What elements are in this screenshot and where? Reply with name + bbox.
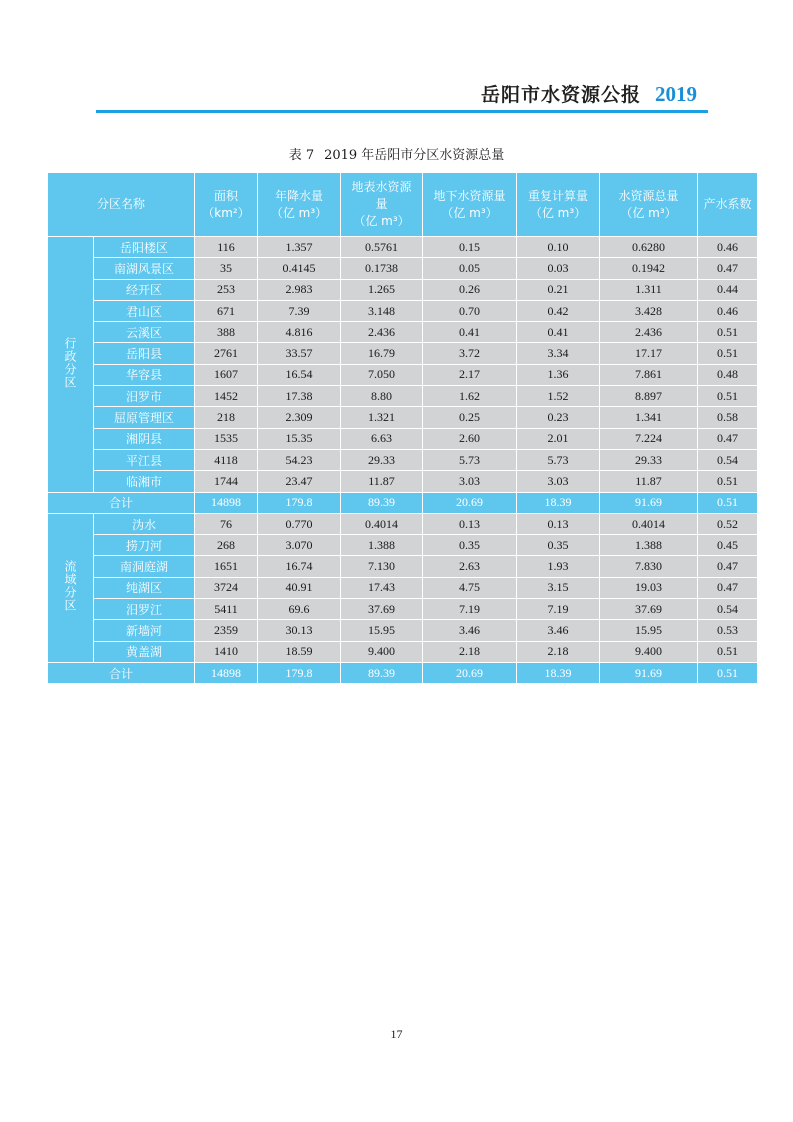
value-cell: 6.63 — [341, 428, 423, 449]
zone-name-cell: 平江县 — [94, 449, 195, 470]
value-cell: 0.58 — [698, 407, 758, 428]
zone-name-cell: 屈原管理区 — [94, 407, 195, 428]
value-cell: 1.265 — [341, 279, 423, 300]
value-cell: 37.69 — [341, 599, 423, 620]
value-cell: 0.54 — [698, 599, 758, 620]
value-cell: 116 — [195, 237, 258, 258]
value-cell: 218 — [195, 407, 258, 428]
admin-total-row — [48, 492, 758, 513]
header-year: 2019 — [655, 82, 697, 106]
value-cell: 2.18 — [517, 641, 600, 662]
value-cell: 7.39 — [258, 300, 341, 321]
value-cell: 0.4014 — [341, 513, 423, 534]
table-row — [48, 535, 758, 556]
value-cell: 0.48 — [698, 364, 758, 385]
value-cell: 7.050 — [341, 364, 423, 385]
value-cell: 0.25 — [423, 407, 517, 428]
total-label: 合计 — [48, 492, 195, 513]
value-cell: 23.47 — [258, 471, 341, 492]
value-cell: 11.87 — [600, 471, 698, 492]
value-cell: 0.51 — [698, 386, 758, 407]
col-header-coefficient: 产水系数 — [698, 173, 758, 237]
col-header-total: 水资源总量 （亿 m³） — [600, 173, 698, 237]
value-cell: 8.897 — [600, 386, 698, 407]
table-row — [48, 471, 758, 492]
value-cell: 0.26 — [423, 279, 517, 300]
value-cell: 2.436 — [600, 322, 698, 343]
total-value-cell: 14898 — [195, 662, 258, 683]
value-cell: 30.13 — [258, 620, 341, 641]
zone-name-cell: 华容县 — [94, 364, 195, 385]
value-cell: 0.46 — [698, 300, 758, 321]
total-value-cell: 18.39 — [517, 492, 600, 513]
value-cell: 1.52 — [517, 386, 600, 407]
value-cell: 2.17 — [423, 364, 517, 385]
value-cell: 1.388 — [341, 535, 423, 556]
value-cell: 1.36 — [517, 364, 600, 385]
col-header-precipitation: 年降水量 （亿 m³） — [258, 173, 341, 237]
col-header-area: 面积 （km²） — [195, 173, 258, 237]
table-row — [48, 300, 758, 321]
value-cell: 0.53 — [698, 620, 758, 641]
value-cell: 0.21 — [517, 279, 600, 300]
page-number: 17 — [390, 1027, 403, 1041]
running-header — [96, 80, 697, 110]
value-cell: 671 — [195, 300, 258, 321]
zone-name-cell: 岳阳楼区 — [94, 237, 195, 258]
value-cell: 3.46 — [423, 620, 517, 641]
zone-name-cell: 汨罗江 — [94, 599, 195, 620]
value-cell: 1.341 — [600, 407, 698, 428]
value-cell: 0.42 — [517, 300, 600, 321]
total-value-cell: 89.39 — [341, 662, 423, 683]
value-cell: 1410 — [195, 641, 258, 662]
value-cell: 29.33 — [600, 449, 698, 470]
value-cell: 0.41 — [423, 322, 517, 343]
value-cell: 2359 — [195, 620, 258, 641]
value-cell: 0.13 — [517, 513, 600, 534]
table-row — [48, 407, 758, 428]
value-cell: 0.46 — [698, 237, 758, 258]
col-header-surface-water: 地表水资源 量 （亿 m³） — [341, 173, 423, 237]
value-cell: 3724 — [195, 577, 258, 598]
value-cell: 1651 — [195, 556, 258, 577]
value-cell: 1607 — [195, 364, 258, 385]
value-cell: 35 — [195, 258, 258, 279]
value-cell: 17.43 — [341, 577, 423, 598]
value-cell: 16.54 — [258, 364, 341, 385]
value-cell: 3.148 — [341, 300, 423, 321]
value-cell: 0.1738 — [341, 258, 423, 279]
zone-name-cell: 沩水 — [94, 513, 195, 534]
header-title-block — [481, 80, 697, 107]
basin-total-row — [48, 662, 758, 683]
value-cell: 8.80 — [341, 386, 423, 407]
zone-name-cell: 汨罗市 — [94, 386, 195, 407]
value-cell: 7.830 — [600, 556, 698, 577]
total-value-cell: 18.39 — [517, 662, 600, 683]
value-cell: 0.44 — [698, 279, 758, 300]
zone-name-cell: 纯湖区 — [94, 577, 195, 598]
total-value-cell: 14898 — [195, 492, 258, 513]
value-cell: 1.388 — [600, 535, 698, 556]
value-cell: 0.52 — [698, 513, 758, 534]
value-cell: 0.45 — [698, 535, 758, 556]
zone-name-cell: 南洞庭湖 — [94, 556, 195, 577]
zone-name-cell: 岳阳县 — [94, 343, 195, 364]
value-cell: 3.428 — [600, 300, 698, 321]
value-cell: 4.75 — [423, 577, 517, 598]
value-cell: 1535 — [195, 428, 258, 449]
value-cell: 253 — [195, 279, 258, 300]
value-cell: 0.770 — [258, 513, 341, 534]
basin-group-label: 流域分区 — [48, 513, 94, 662]
value-cell: 5.73 — [423, 449, 517, 470]
table-row — [48, 620, 758, 641]
value-cell: 33.57 — [258, 343, 341, 364]
value-cell: 54.23 — [258, 449, 341, 470]
value-cell: 1.93 — [517, 556, 600, 577]
value-cell: 2761 — [195, 343, 258, 364]
value-cell: 2.60 — [423, 428, 517, 449]
value-cell: 7.19 — [517, 599, 600, 620]
value-cell: 0.70 — [423, 300, 517, 321]
total-value-cell: 91.69 — [600, 492, 698, 513]
value-cell: 3.72 — [423, 343, 517, 364]
value-cell: 15.95 — [600, 620, 698, 641]
total-value-cell: 0.51 — [698, 662, 758, 683]
value-cell: 7.130 — [341, 556, 423, 577]
value-cell: 268 — [195, 535, 258, 556]
value-cell: 0.03 — [517, 258, 600, 279]
value-cell: 0.13 — [423, 513, 517, 534]
header-rule — [96, 110, 708, 113]
value-cell: 1744 — [195, 471, 258, 492]
value-cell: 0.23 — [517, 407, 600, 428]
zone-name-cell: 临湘市 — [94, 471, 195, 492]
value-cell: 0.05 — [423, 258, 517, 279]
value-cell: 0.15 — [423, 237, 517, 258]
total-value-cell: 179.8 — [258, 492, 341, 513]
value-cell: 0.41 — [517, 322, 600, 343]
zone-name-cell: 南湖风景区 — [94, 258, 195, 279]
table-row — [48, 237, 758, 258]
table-caption — [0, 144, 793, 163]
total-label: 合计 — [48, 662, 195, 683]
value-cell: 4.816 — [258, 322, 341, 343]
header-row — [48, 173, 758, 237]
table-number: 表 7 — [288, 148, 315, 163]
value-cell: 0.54 — [698, 449, 758, 470]
value-cell: 76 — [195, 513, 258, 534]
water-resources-table — [47, 172, 758, 684]
value-cell: 1452 — [195, 386, 258, 407]
total-value-cell: 20.69 — [423, 492, 517, 513]
value-cell: 9.400 — [341, 641, 423, 662]
zone-name-cell: 新墙河 — [94, 620, 195, 641]
value-cell: 1.311 — [600, 279, 698, 300]
value-cell: 11.87 — [341, 471, 423, 492]
value-cell: 388 — [195, 322, 258, 343]
value-cell: 17.17 — [600, 343, 698, 364]
value-cell: 0.5761 — [341, 237, 423, 258]
value-cell: 69.6 — [258, 599, 341, 620]
table-row — [48, 322, 758, 343]
table-row — [48, 428, 758, 449]
value-cell: 4118 — [195, 449, 258, 470]
col-header-groundwater: 地下水资源量 （亿 m³） — [423, 173, 517, 237]
table-title: 2019 年岳阳市分区水资源总量 — [324, 148, 505, 163]
value-cell: 2.18 — [423, 641, 517, 662]
value-cell: 7.19 — [423, 599, 517, 620]
value-cell: 0.47 — [698, 428, 758, 449]
total-value-cell: 91.69 — [600, 662, 698, 683]
value-cell: 0.4014 — [600, 513, 698, 534]
table-row — [48, 513, 758, 534]
value-cell: 7.224 — [600, 428, 698, 449]
value-cell: 3.34 — [517, 343, 600, 364]
value-cell: 0.35 — [423, 535, 517, 556]
value-cell: 37.69 — [600, 599, 698, 620]
value-cell: 15.35 — [258, 428, 341, 449]
admin-group-label: 行政分区 — [48, 237, 94, 493]
total-value-cell: 20.69 — [423, 662, 517, 683]
value-cell: 18.59 — [258, 641, 341, 662]
value-cell: 0.51 — [698, 471, 758, 492]
value-cell: 1.321 — [341, 407, 423, 428]
total-value-cell: 0.51 — [698, 492, 758, 513]
value-cell: 3.15 — [517, 577, 600, 598]
value-cell: 0.47 — [698, 556, 758, 577]
zone-name-cell: 云溪区 — [94, 322, 195, 343]
value-cell: 9.400 — [600, 641, 698, 662]
value-cell: 29.33 — [341, 449, 423, 470]
total-value-cell: 179.8 — [258, 662, 341, 683]
value-cell: 40.91 — [258, 577, 341, 598]
table-row — [48, 556, 758, 577]
value-cell: 7.861 — [600, 364, 698, 385]
value-cell: 2.01 — [517, 428, 600, 449]
zone-name-cell: 捞刀河 — [94, 535, 195, 556]
value-cell: 19.03 — [600, 577, 698, 598]
table-row — [48, 258, 758, 279]
header-title: 岳阳市水资源公报 — [480, 84, 641, 106]
table-row — [48, 279, 758, 300]
value-cell: 0.1942 — [600, 258, 698, 279]
value-cell: 2.309 — [258, 407, 341, 428]
value-cell: 3.03 — [517, 471, 600, 492]
table-row — [48, 449, 758, 470]
zone-name-cell: 湘阴县 — [94, 428, 195, 449]
value-cell: 3.46 — [517, 620, 600, 641]
value-cell: 0.47 — [698, 258, 758, 279]
value-cell: 0.51 — [698, 322, 758, 343]
value-cell: 0.51 — [698, 343, 758, 364]
table-row — [48, 364, 758, 385]
table-row — [48, 599, 758, 620]
col-header-zone: 分区名称 — [48, 173, 195, 237]
zone-name-cell: 黄盖湖 — [94, 641, 195, 662]
value-cell: 3.070 — [258, 535, 341, 556]
value-cell: 0.35 — [517, 535, 600, 556]
value-cell: 17.38 — [258, 386, 341, 407]
value-cell: 5411 — [195, 599, 258, 620]
value-cell: 2.436 — [341, 322, 423, 343]
value-cell: 0.10 — [517, 237, 600, 258]
col-header-repeat: 重复计算量 （亿 m³） — [517, 173, 600, 237]
value-cell: 0.51 — [698, 641, 758, 662]
table-row — [48, 641, 758, 662]
value-cell: 0.4145 — [258, 258, 341, 279]
value-cell: 3.03 — [423, 471, 517, 492]
zone-name-cell: 经开区 — [94, 279, 195, 300]
value-cell: 2.63 — [423, 556, 517, 577]
value-cell: 2.983 — [258, 279, 341, 300]
table-row — [48, 343, 758, 364]
table-row — [48, 386, 758, 407]
value-cell: 0.6280 — [600, 237, 698, 258]
total-value-cell: 89.39 — [341, 492, 423, 513]
table-row — [48, 577, 758, 598]
value-cell: 1.62 — [423, 386, 517, 407]
value-cell: 0.47 — [698, 577, 758, 598]
value-cell: 1.357 — [258, 237, 341, 258]
zone-name-cell: 君山区 — [94, 300, 195, 321]
value-cell: 5.73 — [517, 449, 600, 470]
value-cell: 16.74 — [258, 556, 341, 577]
value-cell: 15.95 — [341, 620, 423, 641]
value-cell: 16.79 — [341, 343, 423, 364]
